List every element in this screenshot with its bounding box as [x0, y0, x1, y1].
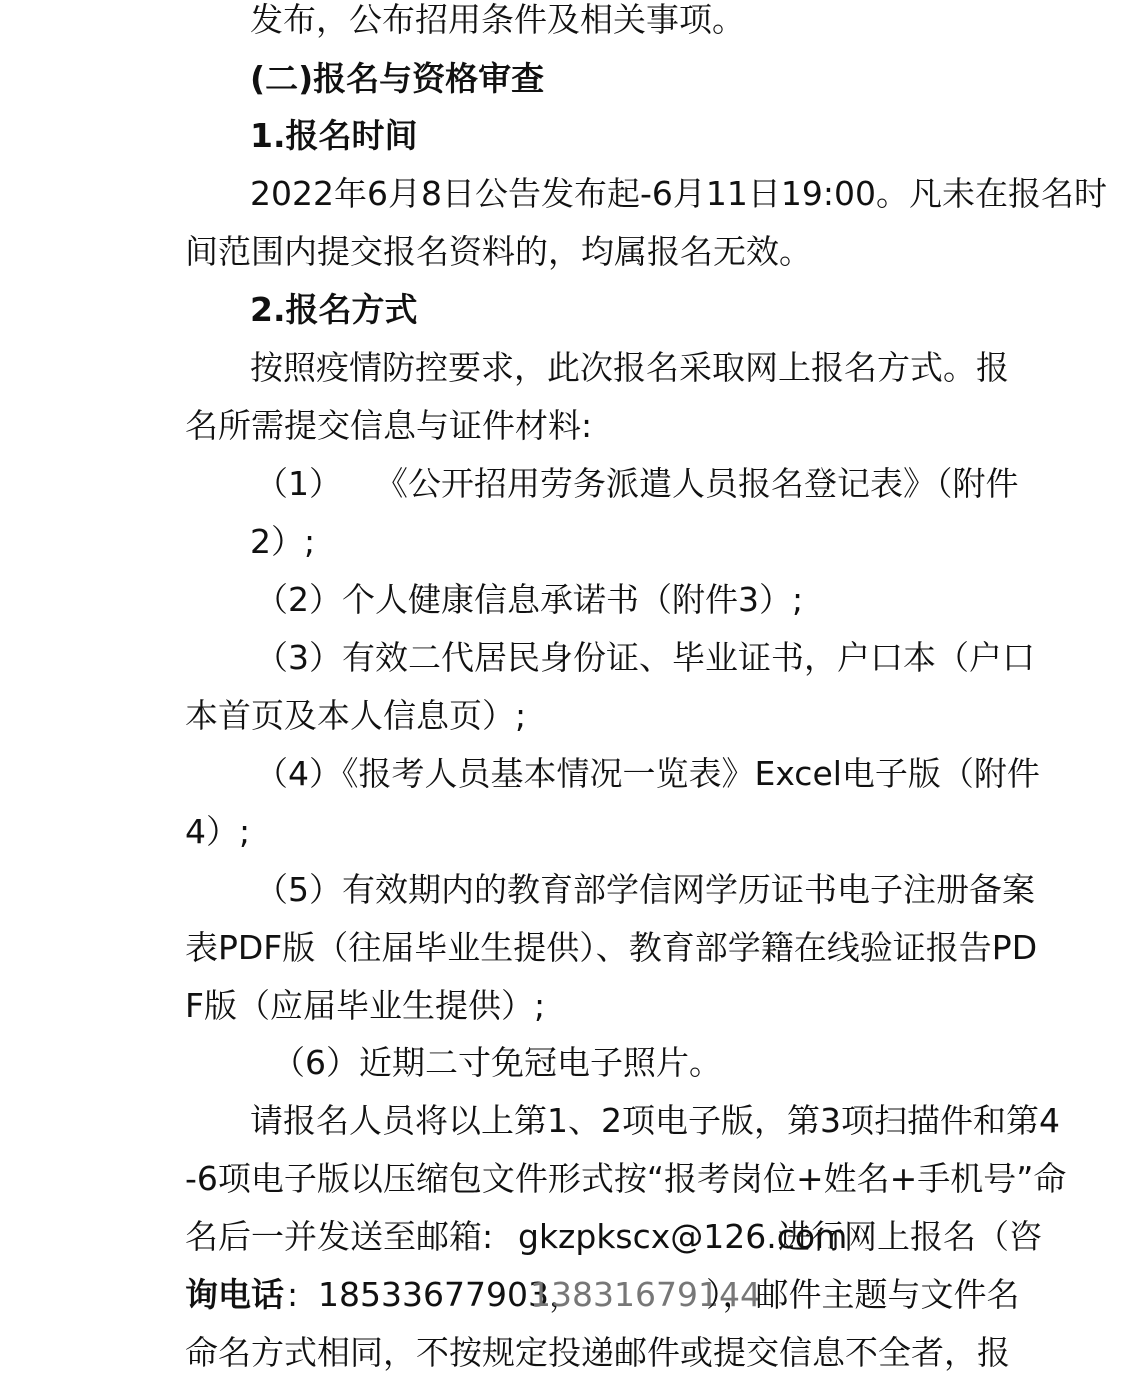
- text-line-content: 本首页及本人信息页）;: [185, 696, 527, 735]
- text-line-content: 发布，公布招用条件及相关事项。: [250, 0, 745, 39]
- list-item-text: （4）《报考人员基本情况一览表》Excel电子版（附件: [255, 754, 1040, 793]
- text-line-content: 间范围内提交报名资料的，均属报名无效。: [185, 232, 812, 271]
- contact-colon: :: [287, 1275, 299, 1314]
- phone-number-2: 13831679144: [530, 1275, 761, 1314]
- text-line-content: 名所需提交信息与证件材料:: [185, 406, 593, 445]
- email-address: gkzpkscx@126.com: [518, 1217, 848, 1256]
- text-line-content: 请报名人员将以上第1、2项电子版，第3项扫描件和第4: [250, 1101, 1060, 1140]
- list-item-text: （6）近期二寸免冠电子照片。: [272, 1043, 722, 1082]
- text-line-content: -6项电子版以压缩包文件形式按“报考岗位+姓名+手机号”命: [185, 1159, 1067, 1198]
- text-line-content: 2）;: [250, 522, 316, 561]
- list-item-text: 《公开招用劳务派遣人员报名登记表》（附件: [375, 464, 1019, 503]
- text-line-content: 命名方式相同，不按规定投递邮件或提交信息不全者，报: [185, 1333, 1010, 1372]
- list-item-text: （3）有效二代居民身份证、毕业证书，户口本（户口: [255, 638, 1035, 677]
- subsection-heading-text: 2.报名方式: [250, 290, 418, 329]
- text-line-content: F版（应届毕业生提供）;: [185, 986, 546, 1025]
- text-line-content: ），邮件主题与文件名: [706, 1275, 1020, 1314]
- list-item-number: （1）: [255, 464, 342, 503]
- text-line-content: 按照疫情防控要求，此次报名采取网上报名方式。报: [250, 348, 1009, 387]
- text-line-content: 进行网上报名（咨: [778, 1217, 1042, 1256]
- contact-label: 询电话: [185, 1275, 284, 1314]
- section-heading-text: (二)报名与资格审查: [250, 59, 545, 98]
- text-line-content: 4）;: [185, 812, 251, 851]
- text-line-content: 2022年6月8日公告发布起-6月11日19:00。凡未在报名时: [250, 174, 1107, 213]
- subsection-heading-text: 1.报名时间: [250, 116, 418, 155]
- list-item-text: （5）有效期内的教育部学信网学历证书电子注册备案: [255, 870, 1035, 909]
- list-item-text: （2）个人健康信息承诺书（附件3）;: [255, 580, 804, 619]
- text-line-content: 表PDF版（往届毕业生提供）、教育部学籍在线验证报告PD: [185, 928, 1038, 967]
- text-line-content: 名后一并发送至邮箱:: [185, 1217, 494, 1256]
- phone-number-1: 18533677903，: [318, 1275, 582, 1314]
